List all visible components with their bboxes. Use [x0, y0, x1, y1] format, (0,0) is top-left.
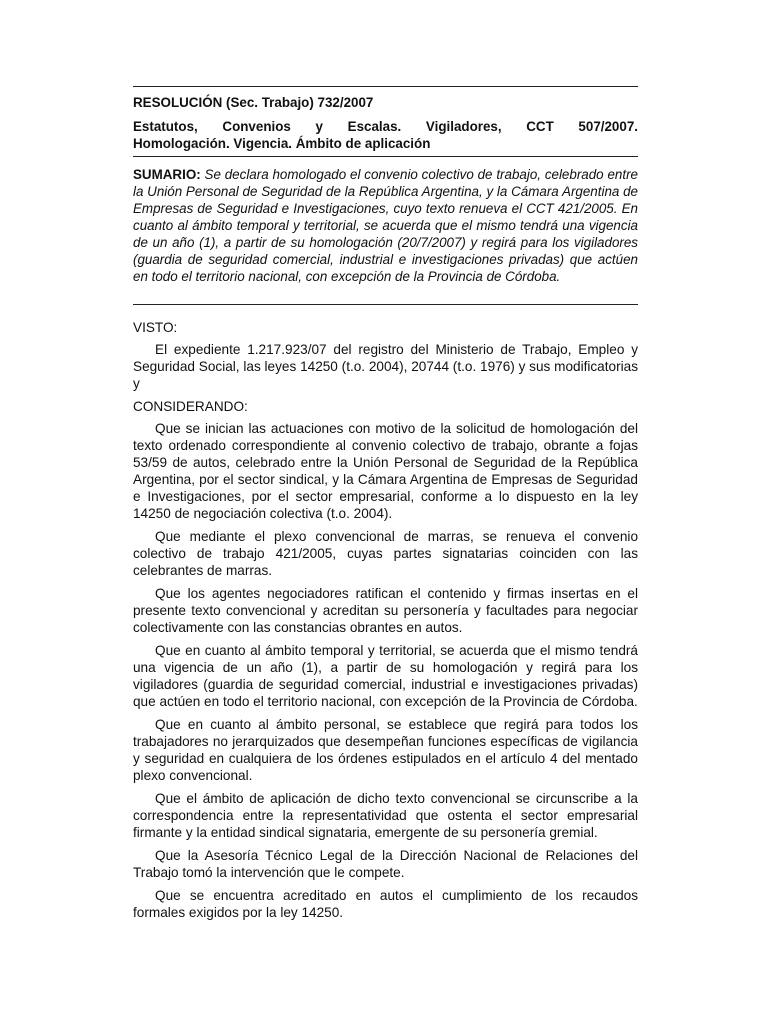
considerando-paragraph: Que en cuanto al ámbito personal, se establece que regirá para todos los trabajadores no jerarquizados que desempeñan funciones específicas de vigilancia y seguridad en cualquiera de los órdenes estipulados en el artículo 4 del mentado plexo convencional.: [133, 717, 638, 783]
considerando-paragraph: Que mediante el plexo convencional de marras, se renueva el convenio colectivo de trabajo 421/2005, cuyas partes signatarias coinciden con las celebrantes de marras.: [133, 529, 638, 578]
resolution-body: [133, 319, 638, 927]
subtitle-rule: [133, 156, 638, 157]
visto-paragraph: El expediente 1.217.923/07 del registro del Ministerio de Trabajo, Empleo y Seguridad Social, las leyes 14250 (t.o. 2004), 20744 (t.o. 1976) y sus modificatorias y: [133, 342, 638, 391]
subtitle-line-2: Homologación. Vigencia. Ámbito de aplicación: [133, 136, 431, 151]
resolution-subtitle: [133, 118, 638, 152]
summary-text: Se declara homologado el convenio colectivo de trabajo, celebrado entre la Unión Personal de Seguridad de la República Argentina, y la Cámara Argentina de Empresas de Seguridad e Investigaciones, cuyo texto renueva el CCT 421/2005. En cuanto al ámbito temporal y territorial, se acuerda que el mismo tendrá una vigencia de un año (1), a partir de su homologación (20/7/2007) y regirá para los vigiladores (guardia de seguridad comercial, industrial e investigaciones privadas) que actúen en todo el territorio nacional, con excepción de la Provincia de Córdoba.: [133, 167, 638, 284]
top-rule: [133, 86, 638, 87]
summary-rule: [133, 304, 638, 305]
visto-label: VISTO:: [133, 320, 178, 335]
considerando-paragraph: Que se encuentra acreditado en autos el cumplimiento de los recaudos formales exigidos por la ley 14250.: [133, 888, 638, 920]
summary-label: SUMARIO:: [133, 167, 201, 182]
considerando-paragraph: Que en cuanto al ámbito temporal y territorial, se acuerda que el mismo tendrá una vigencia de un año (1), a partir de su homologación y regirá para los vigiladores (guardia de seguridad comercial, industrial e investigaciones privadas) que actúen en todo el territorio nacional, con excepción de la Provincia de Córdoba.: [133, 643, 638, 709]
subtitle-line-1: Estatutos, Convenios y Escalas. Vigiladores, CCT 507/2007.: [133, 119, 638, 134]
summary-block: [133, 166, 638, 285]
considerando-label: CONSIDERANDO:: [133, 399, 248, 414]
considerando-paragraph: Que la Asesoría Técnico Legal de la Dirección Nacional de Relaciones del Trabajo tomó la intervención que le compete.: [133, 848, 638, 880]
considerando-paragraph: Que el ámbito de aplicación de dicho texto convencional se circunscribe a la correspondencia entre la representatividad que ostenta el sector empresarial firmante y la entidad sindical signataria, emergente de su personería gremial.: [133, 791, 638, 840]
considerando-paragraph: Que los agentes negociadores ratifican el contenido y firmas insertas en el presente texto convencional y acreditan su personería y facultades para negociar colectivamente con las constancias obrantes en autos.: [133, 586, 638, 635]
resolution-title: RESOLUCIÓN (Sec. Trabajo) 732/2007: [133, 95, 374, 110]
considerando-paragraph: Que se inician las actuaciones con motivo de la solicitud de homologación del texto ordenado correspondiente al convenio colectivo de trabajo, obrante a fojas 53/59 de autos, celebrado entre la Unión Personal de Seguridad de la República Argentina, por el sector sindical, y la Cámara Argentina de Empresas de Seguridad e Investigaciones, por el sector empresarial, conforme a lo dispuesto en la ley 14250 de negociación colectiva (t.o. 2004).: [133, 421, 638, 521]
